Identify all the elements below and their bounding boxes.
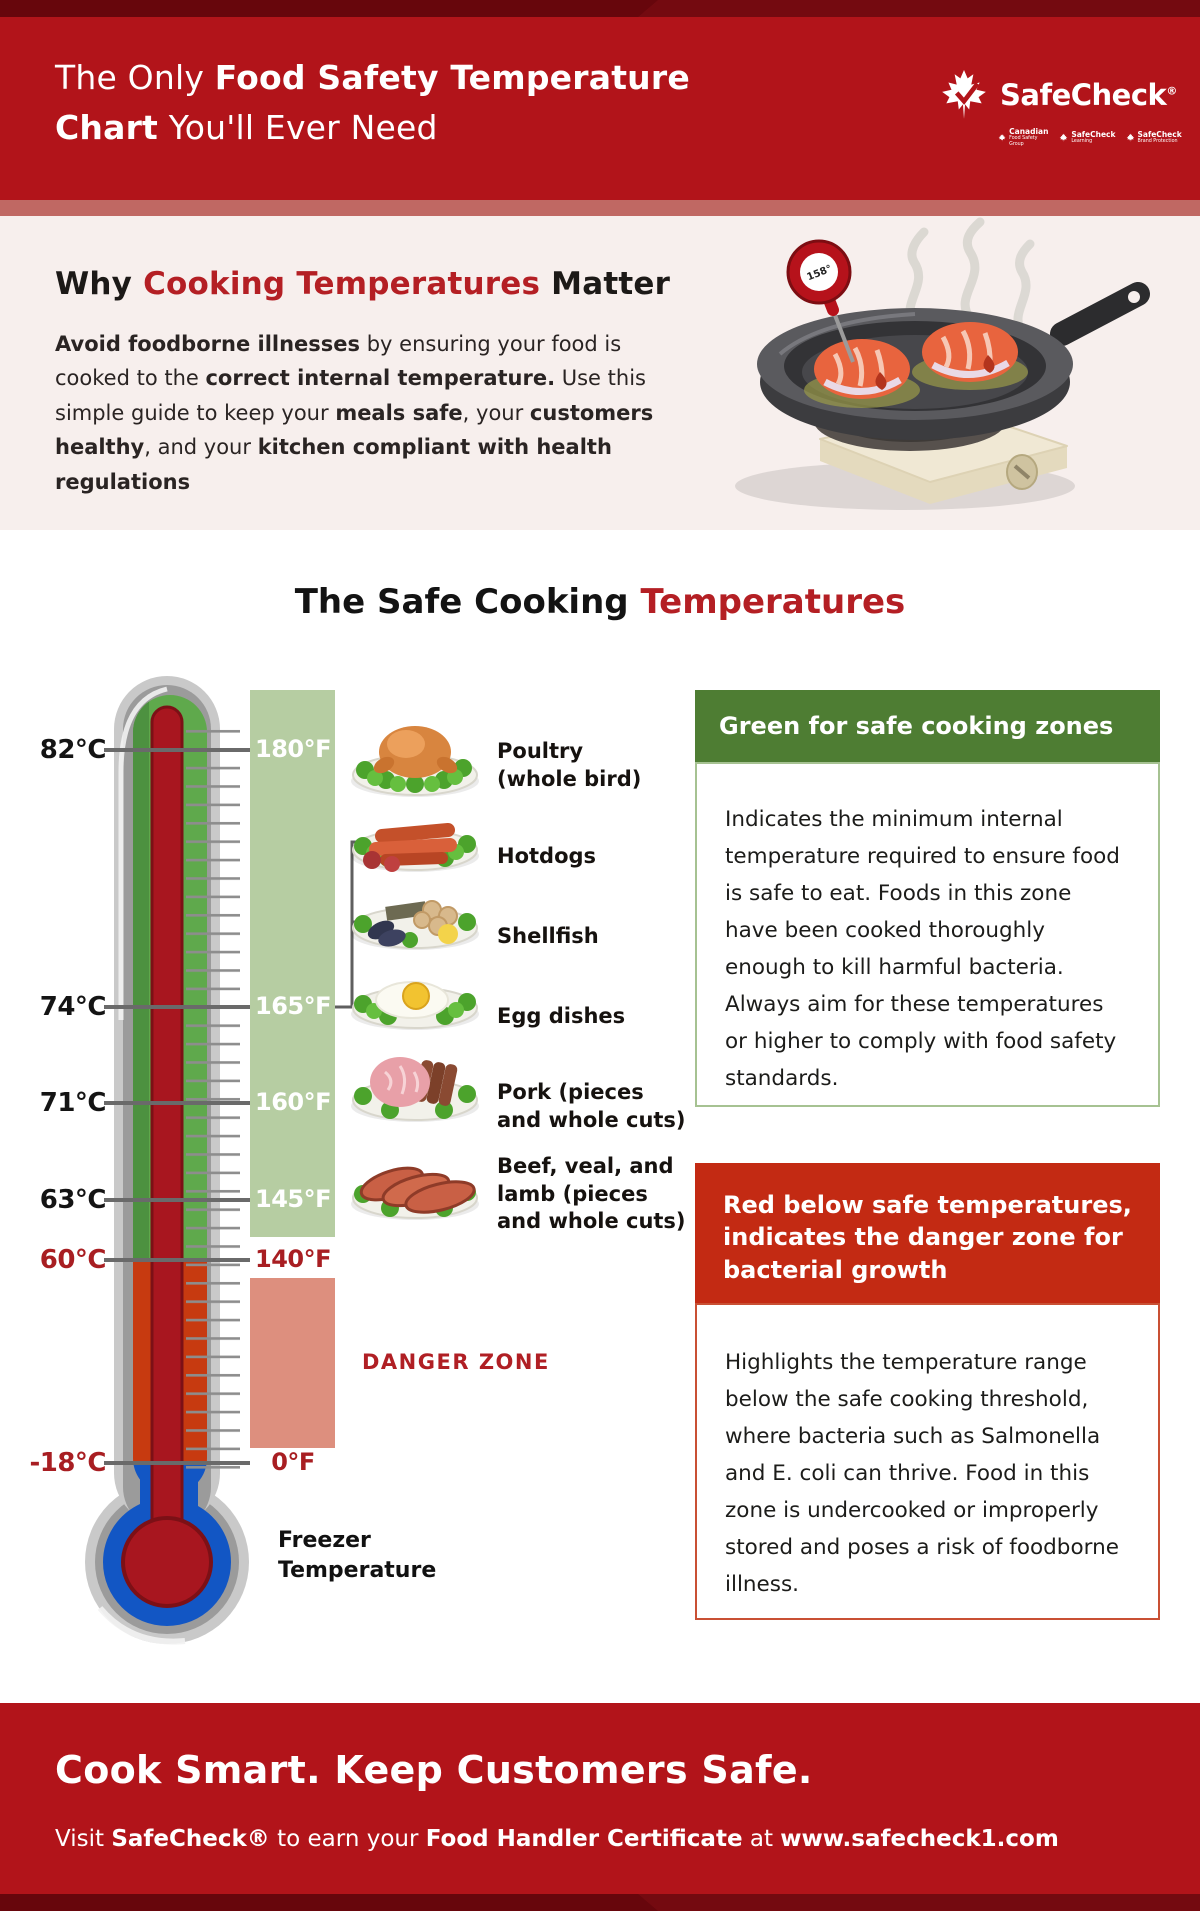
pan-handle	[1062, 294, 1138, 334]
salmon-steak	[814, 339, 910, 399]
subbrand-line2: Learning	[1071, 139, 1093, 145]
why-text-seg: Avoid foodborne illnesses	[55, 332, 361, 356]
subbrand-canadian	[998, 128, 1049, 148]
why-heading-pre: Why	[55, 266, 144, 302]
footer-text-seg: Visit	[55, 1826, 112, 1852]
food-label-poultry: Poultry (whole bird)	[497, 739, 642, 791]
logo-brand: SafeCheck®	[1000, 78, 1177, 112]
maple-leaf-icon	[1126, 133, 1135, 143]
temp-celsius-82: 82°C	[39, 735, 106, 765]
why-heading-highlight: Cooking Temperatures	[143, 266, 541, 302]
chart-heading-pre: The Safe Cooking	[294, 582, 641, 622]
footer-banner	[0, 1703, 1200, 1894]
footer-certificate-text: Food Handler Certificate	[425, 1826, 743, 1852]
food-label-pork: Pork (pieces and whole cuts)	[497, 1080, 686, 1132]
bottom-strip-diagonal	[0, 1894, 658, 1911]
temp-fahrenheit-145: 145°F	[255, 1185, 331, 1213]
frying-pan-illustration	[670, 214, 1180, 524]
safe-zone-band	[250, 690, 335, 1237]
green-zone-box-body: Indicates the minimum internal temperature required to ensure food is safe to eat. Foods in this zone have been cooked thoroughly enough to kill harmful bacteria. Always aim for these temperatures or higher to comply with food safety standards.	[695, 762, 1160, 1107]
footer-text-seg: at	[742, 1826, 781, 1852]
registered-mark: ®	[1166, 84, 1177, 98]
title-part: You'll Ever Need	[158, 107, 438, 147]
food-label-beef-veal-lamb: Beef, veal, and lamb (pieces and whole cuts)	[497, 1154, 686, 1234]
page-title	[55, 53, 775, 152]
top-accent-strip	[0, 0, 1200, 17]
thermometer-reading: 158°	[805, 263, 834, 284]
title-part-bold: Chart	[55, 107, 159, 147]
chart-heading-highlight: Temperatures	[640, 582, 906, 622]
footer-text-seg: to earn your	[269, 1826, 426, 1852]
danger-zone-band	[250, 1278, 335, 1448]
subbrand-protection	[1126, 128, 1182, 148]
title-part: The Only	[55, 58, 215, 97]
subbrand-line1: SafeCheck	[1137, 129, 1182, 139]
pork-roast	[370, 1057, 458, 1107]
red-zone-title-text: Red below safe temperatures, indicates the danger zone for bacterial growth	[723, 1191, 1132, 1284]
food-label-egg-dishes: Egg dishes	[497, 1004, 626, 1028]
footer-title: Cook Smart. Keep Customers Safe.	[55, 1748, 813, 1792]
green-zone-title-text: Green for safe cooking zones	[719, 712, 1114, 740]
top-strip-diagonal	[0, 0, 658, 17]
subbrand-line2: Brand Protection	[1137, 139, 1178, 145]
why-text-seg: , and your	[144, 435, 258, 460]
logo-subbrands	[998, 127, 1182, 148]
title-part-bold: Food Safety Temperature	[214, 58, 690, 97]
temp-celsius-60: 60°C	[39, 1245, 106, 1275]
why-paragraph	[55, 327, 663, 499]
footer-subline	[55, 1826, 1059, 1852]
pork-plate	[351, 1057, 479, 1122]
temp-fahrenheit-160: 160°F	[255, 1088, 331, 1116]
temp-celsius-minus18: -18°C	[29, 1448, 106, 1478]
maple-leaf-icon	[938, 67, 990, 123]
why-text-seg: kitchen compliant with health regulations	[55, 435, 612, 494]
subbrand-line1: SafeCheck	[1071, 129, 1116, 139]
green-zone-box-title	[695, 690, 1160, 762]
why-text-seg: , your	[462, 400, 530, 425]
egg-plate	[351, 982, 479, 1030]
footer-website-link[interactable]: www.safecheck1.com	[780, 1826, 1059, 1852]
chart-heading	[0, 582, 1200, 622]
temp-fahrenheit-165: 165°F	[255, 992, 331, 1020]
footer-brand-text: SafeCheck®	[111, 1826, 270, 1852]
red-zone-box-body: Highlights the temperature range below the safe cooking threshold, where bacteria such as Salmonella and E. coli can thrive. Food in this zone is undercooked or improperly stored and poses a risk of foodborne illness.	[695, 1303, 1160, 1620]
beef-plate	[351, 1162, 479, 1220]
salmon-steak	[922, 322, 1018, 382]
food-label-shellfish: Shellfish	[497, 924, 599, 948]
why-text-seg: customers healthy	[55, 400, 654, 460]
freezer-temperature-label: Freezer Temperature	[278, 1528, 437, 1583]
food-label-hotdogs: Hotdogs	[497, 844, 597, 868]
temp-fahrenheit-0: 0°F	[271, 1448, 315, 1476]
why-text-seg: by ensuring your food is cooked to the	[55, 332, 622, 391]
food-plates	[351, 726, 479, 1220]
temp-celsius-63: 63°C	[39, 1185, 106, 1215]
maple-leaf-icon	[1059, 133, 1068, 143]
poultry-plate	[351, 726, 479, 797]
subbrand-line1: Canadian	[1009, 127, 1049, 136]
temp-fahrenheit-140: 140°F	[255, 1245, 331, 1273]
bottom-accent-strip	[0, 1894, 1200, 1911]
temp-fahrenheit-180: 180°F	[255, 735, 331, 763]
mercury-column	[152, 707, 182, 1562]
safecheck-logo	[938, 67, 1182, 148]
why-text-seg: Use this simple guide to keep your	[55, 366, 646, 425]
subbrand-learning	[1059, 128, 1115, 148]
danger-zone-label: DANGER ZONE	[362, 1350, 550, 1374]
red-zone-box-title	[695, 1163, 1160, 1303]
shellfish-plate	[351, 901, 479, 950]
tick-marks	[186, 722, 240, 1474]
subbrand-line2: Food Safety Group	[1009, 136, 1038, 147]
why-heading-post: Matter	[540, 266, 671, 302]
header-banner	[0, 17, 1200, 200]
why-text-seg: meals safe	[335, 400, 463, 425]
temp-celsius-74: 74°C	[39, 992, 106, 1022]
mercury-bulb	[123, 1518, 211, 1606]
temp-celsius-71: 71°C	[39, 1088, 106, 1118]
maple-leaf-icon	[998, 133, 1006, 143]
hotdogs-plate	[351, 830, 479, 872]
why-heading	[55, 266, 670, 302]
why-text-seg: correct internal temperature.	[205, 366, 556, 391]
